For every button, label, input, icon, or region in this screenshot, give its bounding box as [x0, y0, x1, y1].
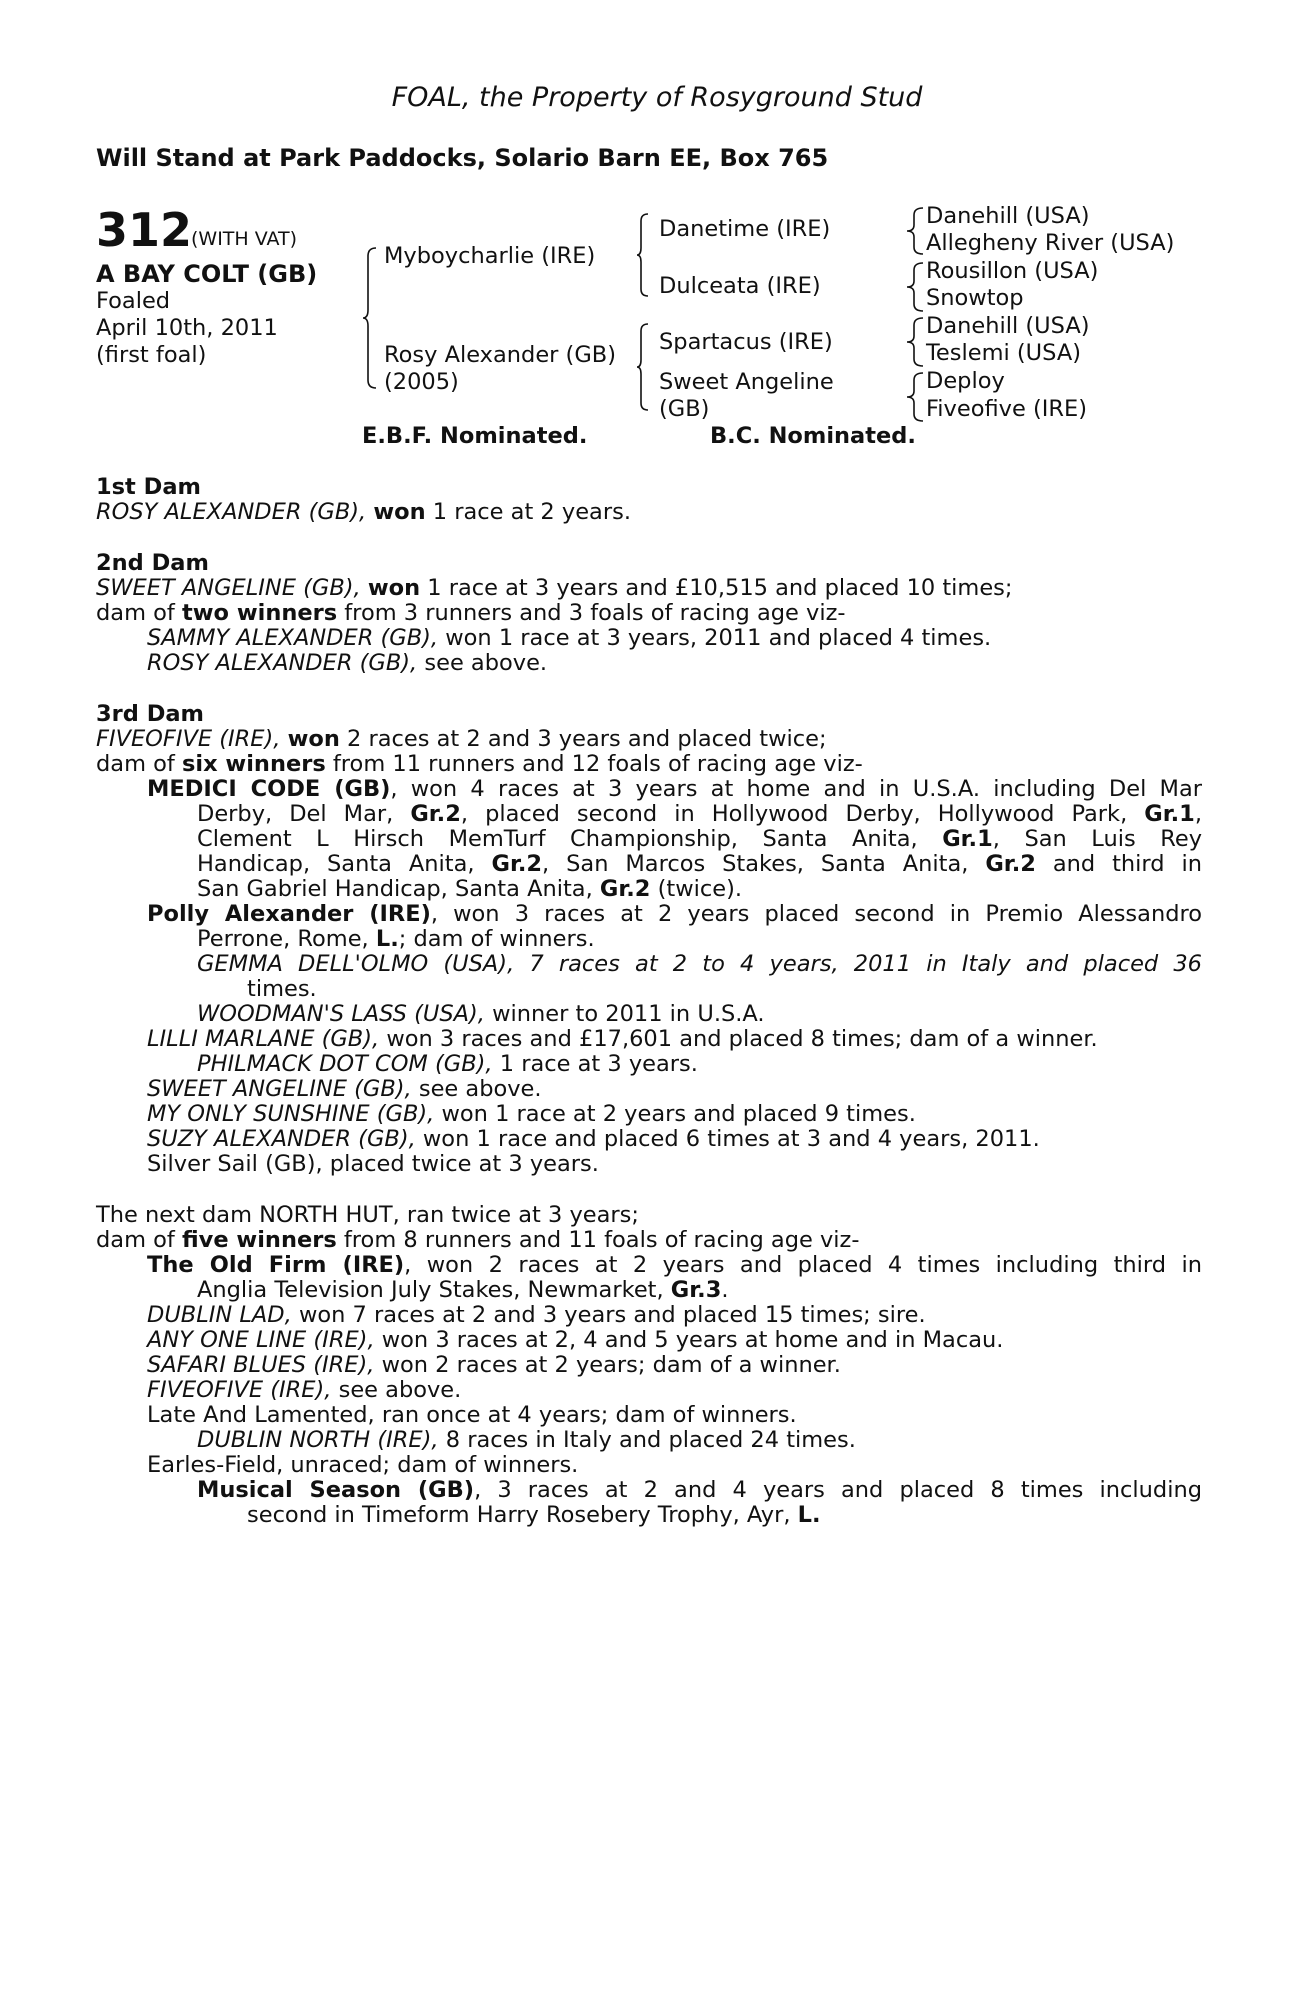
dam-sire: Spartacus (IRE)	[659, 329, 833, 355]
earles-line: Earles-Field, unraced; dam of winners.	[147, 1452, 579, 1478]
dam-parents-brace	[636, 322, 650, 412]
dam-dam: Sweet Angeline	[659, 369, 834, 395]
second-dam-heading: 2nd Dam	[96, 550, 209, 576]
sweet-line: SWEET ANGELINE (GB), see above.	[147, 1076, 542, 1102]
next-dam-line-1: The next dam NORTH HUT, ran twice at 3 years;	[96, 1202, 639, 1228]
foal-note: (first foal)	[96, 342, 207, 368]
anyone-line: ANY ONE LINE (IRE), won 3 races at 2, 4 and 5 years at home and in Macau.	[147, 1327, 1004, 1353]
musical-line-2: second in Timeform Harry Rosebery Trophy, Ayr, L.	[247, 1502, 821, 1528]
page-title: FOAL, the Property of Rosyground Stud	[391, 82, 923, 113]
second-dam-line-4: ROSY ALEXANDER (GB), see above.	[147, 650, 548, 676]
horse-name: A BAY COLT (GB)	[96, 260, 318, 288]
lot-number: 312	[96, 203, 193, 257]
sire-dam-brace	[362, 246, 378, 390]
oldfirm-line-1: The Old Firm (IRE), won 2 races at 2 years and placed 4 times including third in	[147, 1252, 1202, 1278]
third-dam-line-1: FIVEOFIVE (IRE), won 2 races at 2 and 3 years and placed twice;	[96, 726, 827, 752]
ds-dam: Teslemi (USA)	[926, 340, 1082, 366]
gemma-line-2: times.	[247, 976, 317, 1002]
dublin-line: DUBLIN LAD, won 7 races at 2 and 3 years and placed 15 times; sire.	[147, 1302, 926, 1328]
sire-name: Myboycharlie (IRE)	[384, 243, 596, 269]
late-line: Late And Lamented, ran once at 4 years; dam of winners.	[147, 1402, 797, 1428]
ebf-note: E.B.F. Nominated.	[362, 423, 588, 449]
medici-line-3: Clement L Hirsch MemTurf Championship, Santa Anita, Gr.1, San Luis Rey	[197, 826, 1203, 852]
oldfirm-line-2: Anglia Television July Stakes, Newmarket, Gr.3.	[197, 1277, 729, 1303]
medici-line-4: Handicap, Santa Anita, Gr.2, San Marcos Stakes, Santa Anita, Gr.2 and third in	[197, 851, 1202, 877]
ss-dam: Allegheny River (USA)	[926, 230, 1175, 256]
next-dam-line-2: dam of five winners from 8 runners and 11 foals of racing age viz-	[96, 1227, 860, 1253]
second-dam-line-2: dam of two winners from 3 runners and 3 foals of racing age viz-	[96, 600, 846, 626]
myonly-line: MY ONLY SUNSHINE (GB), won 1 race at 2 years and placed 9 times.	[147, 1101, 916, 1127]
second-dam-line-1: SWEET ANGELINE (GB), won 1 race at 3 years and £10,515 and placed 10 times;	[96, 575, 1013, 601]
foaled-date: April 10th, 2011	[96, 315, 278, 341]
bc-note: B.C. Nominated.	[710, 423, 916, 449]
first-dam-line: ROSY ALEXANDER (GB), won 1 race at 2 years.	[96, 499, 631, 525]
third-dam-line-2: dam of six winners from 11 runners and 12 foals of racing age viz-	[96, 751, 863, 777]
dd-dam: Fiveofive (IRE)	[926, 396, 1088, 422]
suzy-line: SUZY ALEXANDER (GB), won 1 race and placed 6 times at 3 and 4 years, 2011.	[147, 1126, 1040, 1152]
dublinnorth-line: DUBLIN NORTH (IRE), 8 races in Italy and placed 24 times.	[197, 1427, 856, 1453]
sd-dam: Snowtop	[926, 285, 1024, 311]
dd-brace	[905, 371, 925, 423]
sire-dam: Dulceata (IRE)	[659, 273, 821, 299]
sire-parents-brace	[636, 212, 650, 298]
second-dam-line-3: SAMMY ALEXANDER (GB), won 1 race at 3 years, 2011 and placed 4 times.	[147, 625, 992, 651]
ds-brace	[905, 316, 925, 368]
medici-line-1	[147, 777, 1202, 803]
medici-line-2: Derby, Del Mar, Gr.2, placed second in Hollywood Derby, Hollywood Park, Gr.1,	[197, 801, 1202, 827]
musical-line-1: Musical Season (GB), 3 races at 2 and 4 years and placed 8 times including	[197, 1477, 1202, 1503]
third-dam-heading: 3rd Dam	[96, 701, 204, 727]
foaled-label: Foaled	[96, 288, 171, 314]
dam-dam-origin: (GB)	[659, 396, 710, 422]
polly-line-2: Perrone, Rome, L.; dam of winners.	[197, 926, 595, 952]
ss-sire: Danehill (USA)	[926, 203, 1090, 229]
first-dam-heading: 1st Dam	[96, 474, 201, 500]
sd-sire: Rousillon (USA)	[926, 258, 1099, 284]
polly-line-1: Polly Alexander (IRE), won 3 races at 2 years placed second in Premio Alessandro	[147, 901, 1203, 927]
dam-name: Rosy Alexander (GB)	[384, 342, 616, 368]
philmack-line: PHILMACK DOT COM (GB), 1 race at 3 years.	[197, 1051, 698, 1077]
safari-line: SAFARI BLUES (IRE), won 2 races at 2 years; dam of a winner.	[147, 1352, 841, 1378]
ss-brace	[905, 206, 925, 256]
silver-line: Silver Sail (GB), placed twice at 3 years.	[147, 1151, 599, 1177]
medici-line-5: San Gabriel Handicap, Santa Anita, Gr.2 (twice).	[197, 876, 743, 902]
dam-year: (2005)	[384, 369, 459, 395]
sd-brace	[905, 261, 925, 313]
medici-text-1: MEDICI CODE (GB), won 4 races at 3 years at home and in U.S.A. including Del Mar	[147, 776, 1202, 802]
vat-note: (WITH VAT)	[191, 228, 298, 250]
sire-sire: Danetime (IRE)	[659, 216, 831, 242]
stand-location: Will Stand at Park Paddocks, Solario Barn EE, Box 765	[96, 144, 829, 172]
ds-sire: Danehill (USA)	[926, 313, 1090, 339]
lilli-line: LILLI MARLANE (GB), won 3 races and £17,601 and placed 8 times; dam of a winner.	[147, 1026, 1098, 1052]
gemma-line-1: GEMMA DELL'OLMO (USA), 7 races at 2 to 4 years, 2011 in Italy and placed 36	[197, 951, 1202, 977]
woodman-line: WOODMAN'S LASS (USA), winner to 2011 in U.S.A.	[197, 1001, 765, 1027]
fiveofive-line: FIVEOFIVE (IRE), see above.	[147, 1377, 462, 1403]
dd-sire: Deploy	[926, 368, 1005, 394]
